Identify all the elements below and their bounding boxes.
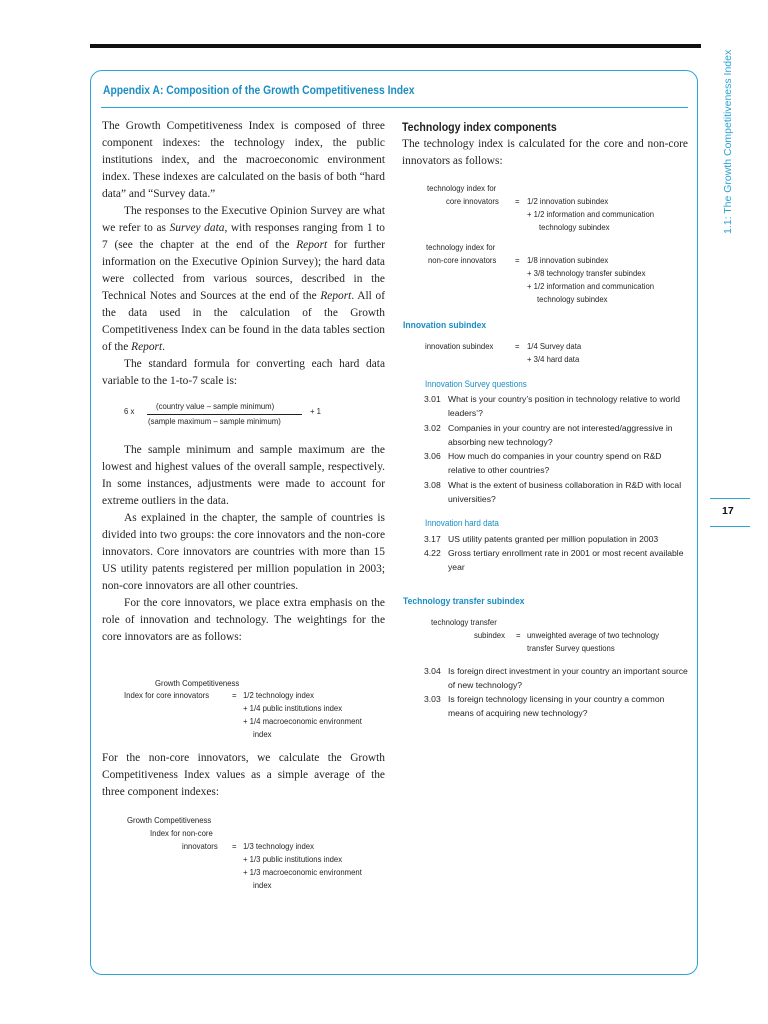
page-number: 17 [722, 505, 734, 517]
technology-intro: The technology index is calculated for the core and non-core innovators as follows: [402, 138, 688, 167]
running-section-label: 1.1: The Growth Competitiveness Index [722, 49, 734, 234]
formula-denominator: (sample maximum – sample minimum) [148, 416, 281, 426]
page-number-rule-bottom [710, 526, 750, 527]
paragraph-noncore: For the non-core innovators, we calculate the Growth Competitiveness Index values as a simple average of the three component indexes: [102, 752, 385, 798]
paragraph-formula-intro: The standard formula for converting each hard data variable to the 1-to-7 scale is: [102, 358, 385, 387]
left-column-bottom [102, 750, 385, 801]
paragraph-survey-data: The responses to the Executive Opinion Survey are what we refer to as Survey data, with responses ranging from 1 to 7 (see the chapter at the end of the Report for further information on the Executive Opinion Survey); the hard data were collected from various sources, described in the Technical Notes and Sources at the end of the Report. All of the data used in the calculation of the Growth Competitiveness Index can be found in the data tables section of the Report. [102, 205, 385, 353]
paragraph-core-weights: For the core innovators, we place extra emphasis on the role of innovation and technology. The weightings for the core innovators are as follows: [102, 597, 385, 643]
page-number-rule-top [710, 498, 750, 499]
technology-components-heading: Technology index components [402, 120, 557, 134]
innovation-subindex-heading: Innovation subindex [403, 320, 487, 331]
transfer-subindex-heading: Technology transfer subindex [403, 596, 525, 607]
innovation-hard-data-heading: Innovation hard data [425, 518, 499, 528]
top-rule [90, 44, 701, 48]
paragraph-sample: The sample minimum and sample maximum are the lowest and highest values of the overall sample, respectively. In some instances, adjustments were made to account for extreme outliers in the data. [102, 444, 385, 507]
appendix-title: Appendix A: Composition of the Growth Competitiveness Index [103, 83, 415, 97]
innovation-survey-heading: Innovation Survey questions [425, 379, 527, 389]
left-column-middle [102, 442, 385, 646]
left-column-top [102, 118, 385, 390]
paragraph-intro: The Growth Competitiveness Index is composed of three component indexes: the technology index, the public institutions index, and the macroeconomic environment index. These indexes are calculated on the basis of both “hard data” and “Survey data.” [102, 120, 385, 200]
title-rule [101, 107, 688, 108]
formula-numerator: (country value – sample minimum) [156, 401, 275, 411]
paragraph-groups: As explained in the chapter, the sample of countries is divided into two groups: the core innovators and the non-core innovators. Core innovators are countries with more than 15 US utility patents registered per million population in 2003; non-core innovators are all other countries. [102, 512, 385, 592]
